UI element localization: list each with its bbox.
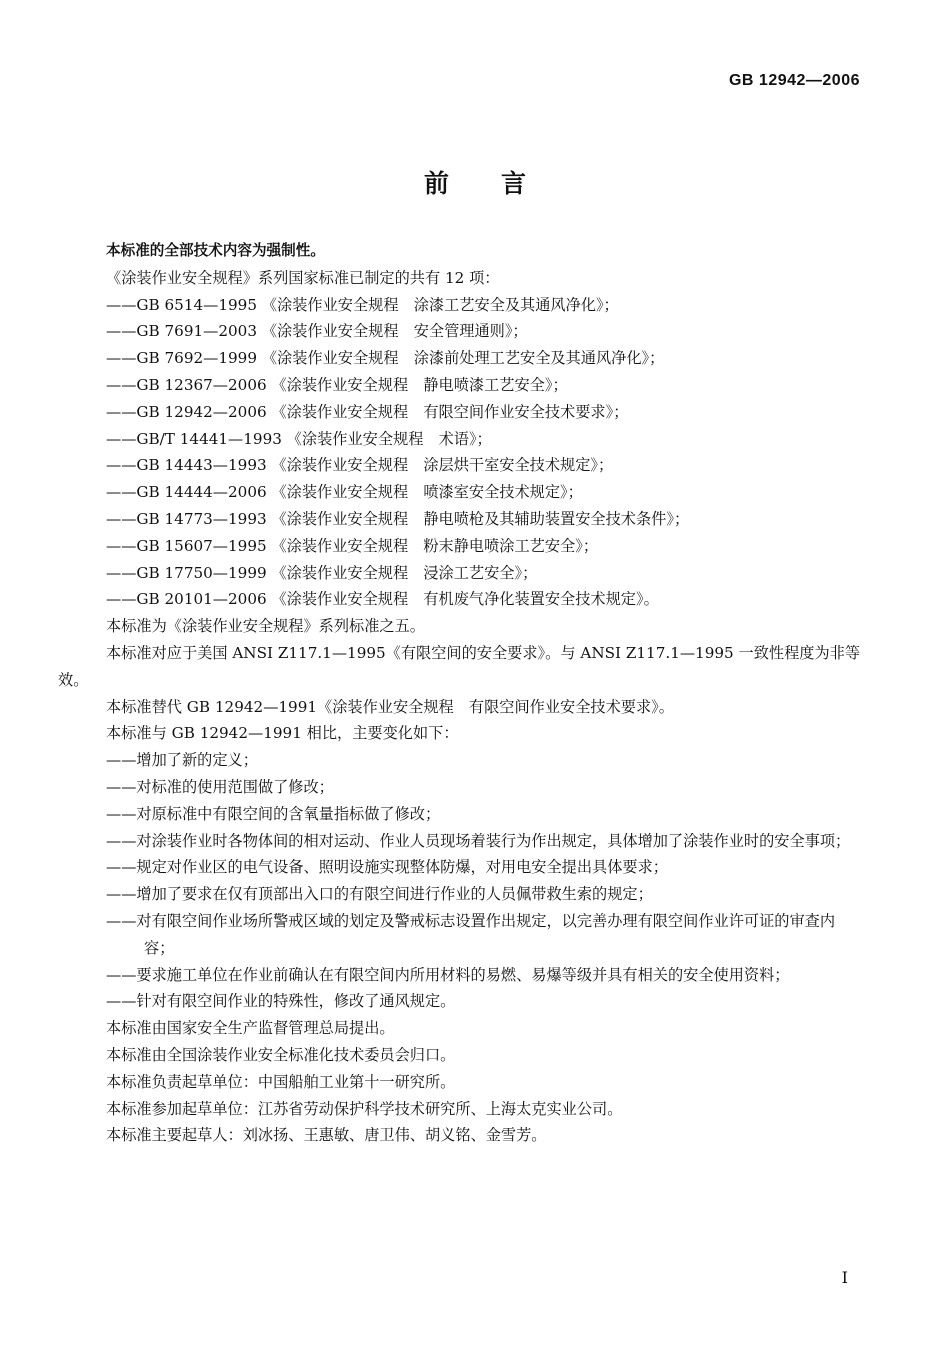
series-position: 本标准为《涂装作业安全规程》系列标准之五。 — [106, 617, 425, 636]
series-list-item: ——GB 15607—1995 《涂装作业安全规程 粉末静电喷涂工艺安全》； — [106, 536, 599, 555]
replacement-statement: 本标准替代 GB 12942—1991《涂装作业安全规程 有限空间作业安全技术要求》。 — [106, 697, 674, 716]
series-list-item: ——GB 14443—1993 《涂装作业安全规程 涂层烘干室安全技术规定》； — [106, 456, 614, 475]
correspondence-statement: 本标准对应于美国 ANSI Z117.1—1995《有限空间的安全要求》。与 ANSI Z117.1—1995 一致性程度为非等效。 — [58, 643, 861, 689]
change-item: ——对标准的使用范围做了修改； — [106, 777, 334, 796]
series-list-item: ——GB/T 14441—1993 《涂装作业安全规程 术语》； — [106, 429, 492, 448]
series-list-item: ——GB 7692—1999 《涂装作业安全规程 涂漆前处理工艺安全及其通风净化》； — [106, 349, 665, 368]
series-list-item: ——GB 20101—2006 《涂装作业安全规程 有机废气净化装置安全技术规定》。 — [106, 590, 659, 609]
series-list-item: ——GB 17750—1999 《涂装作业安全规程 浸涂工艺安全》； — [106, 563, 538, 582]
change-item: ——增加了要求在仅有顶部出入口的有限空间进行作业的人员佩带救生索的规定； — [106, 885, 653, 904]
series-list-item: ——GB 12367—2006 《涂装作业安全规程 静电喷漆工艺安全》； — [106, 375, 568, 394]
changes-intro: 本标准与 GB 12942—1991 相比，主要变化如下： — [106, 724, 459, 743]
change-item: ——增加了新的定义； — [106, 751, 258, 770]
change-item: ——要求施工单位在作业前确认在有限空间内所用材料的易燃、易爆等级并具有相关的安全使用资料； — [106, 965, 790, 984]
page-number: I — [841, 1268, 848, 1287]
series-list-item: ——GB 12942—2006 《涂装作业安全规程 有限空间作业安全技术要求》； — [106, 402, 629, 421]
series-list-item: ——GB 7691—2003 《涂装作业安全规程 安全管理通则》； — [106, 322, 528, 341]
committee-statement: 本标准由全国涂装作业安全标准化技术委员会归口。 — [106, 1045, 456, 1064]
drafters-statement: 本标准主要起草人：刘冰扬、王惠敏、唐卫伟、胡义铭、金雪芳。 — [106, 1126, 547, 1145]
change-item: ——规定对作业区的电气设备、照明设施实现整体防爆，对用电安全提出具体要求； — [106, 858, 668, 877]
series-list-item: ——GB 6514—1995 《涂装作业安全规程 涂漆工艺安全及其通风净化》； — [106, 295, 619, 314]
change-item: ——针对有限空间作业的特殊性，修改了通风规定。 — [106, 992, 456, 1011]
change-item: ——对有限空间作业场所警戒区域的划定及警戒标志设置作出规定，以完善办理有限空间作业许可证的审查内容； — [106, 911, 835, 957]
change-item: ——对原标准中有限空间的含氧量指标做了修改； — [106, 804, 441, 823]
foreword-body — [58, 238, 862, 1149]
standard-code: GB 12942—2006 — [728, 72, 860, 89]
series-list-item: ——GB 14444—2006 《涂装作业安全规程 喷漆室安全技术规定》； — [106, 483, 583, 502]
change-item: ——对涂装作业时各物体间的相对运动、作业人员现场着装行为作出规定，具体增加了涂装作业时的安全事项； — [106, 831, 851, 850]
participating-units-statement: 本标准参加起草单位：江苏省劳动保护科学技术研究所、上海太克实业公司。 — [106, 1099, 623, 1118]
proposer-statement: 本标准由国家安全生产监督管理总局提出。 — [106, 1019, 395, 1038]
drafting-unit-statement: 本标准负责起草单位：中国船舶工业第十一研究所。 — [106, 1072, 456, 1091]
series-intro: 《涂装作业安全规程》系列国家标准已制定的共有 12 项： — [106, 268, 500, 287]
series-list-item: ——GB 14773—1993 《涂装作业安全规程 静电喷枪及其辅助装置安全技术条件》； — [106, 509, 690, 528]
page-title: 前言 — [423, 169, 578, 198]
mandatory-statement: 本标准的全部技术内容为强制性。 — [106, 242, 325, 259]
